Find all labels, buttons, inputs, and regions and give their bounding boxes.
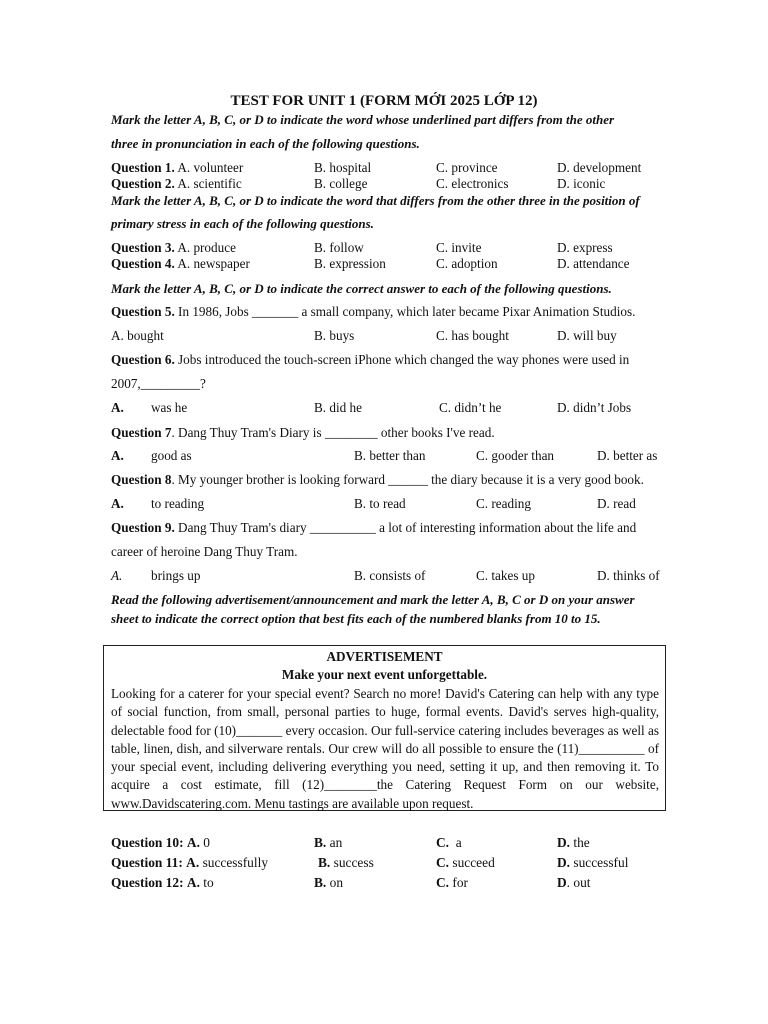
- option-c: succeed: [452, 855, 495, 870]
- option-d: D. didn’t Jobs: [557, 400, 632, 415]
- option-b: B. college: [314, 176, 368, 191]
- option-c: C. reading: [476, 496, 531, 511]
- option-c-letter: C.: [436, 855, 450, 870]
- instruction-reading-line2: sheet to indicate the correct option that best fits each of the numbered blanks from 10 to 15.: [111, 611, 601, 626]
- question-label: Question 3.: [111, 240, 175, 255]
- question-text: In 1986, Jobs _______ a small company, which later became Pixar Animation Studios.: [178, 304, 636, 319]
- option-c-letter: C.: [436, 835, 450, 850]
- option-a: good as: [151, 448, 192, 463]
- option-d: the: [573, 835, 590, 850]
- option-c: C. invite: [436, 240, 482, 255]
- instruction-pronunciation-line1: Mark the letter A, B, C, or D to indicate the word whose underlined part differs from the other: [111, 112, 615, 127]
- option-d: D. development: [557, 160, 642, 175]
- option-c: C. gooder than: [476, 448, 555, 463]
- page-title: TEST FOR UNIT 1 (FORM MỚI 2025 LỚP 12): [230, 93, 538, 109]
- option-a-letter: A.: [111, 496, 124, 511]
- question-text: . Dang Thuy Tram's Diary is ________ other books I've read.: [171, 425, 495, 440]
- question-label: Question 12:: [111, 875, 184, 890]
- option-b: success: [333, 855, 374, 870]
- option-a: to: [203, 875, 214, 890]
- question-label: Question 8: [111, 472, 172, 487]
- option-a: successfully: [202, 855, 269, 870]
- option-c: for: [452, 875, 469, 890]
- question-label: Question 2.: [111, 176, 175, 191]
- option-d: D. thinks of: [597, 568, 660, 583]
- instruction-pronunciation-line2: three in pronunciation in each of the following questions.: [111, 136, 420, 151]
- option-c-letter: C.: [436, 875, 450, 890]
- option-a: A. produce: [177, 240, 236, 255]
- option-b-letter: B.: [318, 855, 331, 870]
- option-a-letter: A.: [111, 568, 123, 583]
- question-label: Question 6.: [111, 352, 175, 367]
- option-a-letter: A.: [111, 448, 124, 463]
- question-label: Question 10:: [111, 835, 184, 850]
- question-text: Dang Thuy Tram's diary __________ a lot of interesting information about the life and: [178, 520, 637, 535]
- option-d: D. read: [597, 496, 636, 511]
- option-c: C. takes up: [476, 568, 535, 583]
- instruction-correct-answer: Mark the letter A, B, C, or D to indicate the correct answer to each of the following questions.: [111, 281, 612, 296]
- instruction-stress-line1: Mark the letter A, B, C, or D to indicate the word that differs from the other three in the position of: [111, 193, 640, 208]
- option-d: D. iconic: [557, 176, 606, 191]
- option-b: B. to read: [354, 496, 406, 511]
- option-a-letter: A.: [186, 875, 200, 890]
- question-label: Question 11:: [111, 855, 183, 870]
- option-a: to reading: [151, 496, 205, 511]
- option-b: B. consists of: [354, 568, 426, 583]
- option-c: C. province: [436, 160, 498, 175]
- option-a: A. bought: [111, 328, 164, 343]
- option-c: C. electronics: [436, 176, 509, 191]
- option-b: B. did he: [314, 400, 362, 415]
- option-a: A. volunteer: [177, 160, 244, 175]
- question-text-continued: career of heroine Dang Thuy Tram.: [111, 544, 298, 559]
- question-label: Question 1.: [111, 160, 175, 175]
- option-b: an: [329, 835, 343, 850]
- question-text: . My younger brother is looking forward ______ the diary because it is a very good book.: [171, 472, 644, 487]
- question-label: Question 5.: [111, 304, 175, 319]
- option-a: A. newspaper: [177, 256, 250, 271]
- option-b: B. better than: [354, 448, 426, 463]
- advertisement-body: Looking for a caterer for your special event? Search no more! David's Catering can help with any type of social function, from small, personal parties to huge, formal events. David's serves high-quality, delectable food for (10)_______ every occasion. Our full-service catering includes beverages as well as table, linen, dish, and silverware rentals. Our crew will do all possible to ensure the (11)__________ of your special event, including delivering everything you need, setting it up, and then removing it. To acquire a cost estimate, fill (12)________the Catering Request Form on our website, www.Davidscatering.com. Menu tastings are available upon request.: [111, 686, 659, 811]
- option-b: B. hospital: [314, 160, 372, 175]
- option-c: C. adoption: [436, 256, 498, 271]
- question-label: Question 9.: [111, 520, 175, 535]
- question-text-continued: 2007,_________?: [111, 376, 206, 391]
- option-d: D. better as: [597, 448, 658, 463]
- option-c: C. didn’t he: [439, 400, 502, 415]
- option-d: D. will buy: [557, 328, 617, 343]
- option-a: was he: [151, 400, 188, 415]
- option-b: B. expression: [314, 256, 386, 271]
- option-b: B. buys: [314, 328, 355, 343]
- option-d: successful: [573, 855, 629, 870]
- option-c: a: [455, 835, 462, 850]
- option-b: B. follow: [314, 240, 364, 255]
- option-d-letter: D.: [557, 835, 571, 850]
- question-text: Jobs introduced the touch-screen iPhone which changed the way phones were used in: [178, 352, 630, 367]
- option-b-letter: B.: [314, 875, 327, 890]
- option-d: D. attendance: [557, 256, 630, 271]
- option-a-letter: A.: [111, 400, 124, 415]
- option-a: A. scientific: [177, 176, 242, 191]
- option-b-letter: B.: [314, 835, 327, 850]
- advertisement-box: [103, 645, 666, 811]
- option-a-letter: A.: [186, 835, 200, 850]
- question-label: Question 7: [111, 425, 172, 440]
- advertisement-subheading: Make your next event unforgettable.: [281, 667, 488, 682]
- question-label: Question 4.: [111, 256, 175, 271]
- option-b: on: [329, 875, 344, 890]
- option-d-letter: D.: [557, 855, 571, 870]
- option-a: 0: [203, 835, 210, 850]
- option-d: D. express: [557, 240, 613, 255]
- instruction-stress-line2: primary stress in each of the following questions.: [111, 216, 374, 231]
- instruction-reading-line1: Read the following advertisement/announcement and mark the letter A, B, C or D on your answer: [111, 592, 635, 607]
- option-a: brings up: [151, 568, 201, 583]
- option-a-letter: A.: [186, 855, 200, 870]
- advertisement-heading: ADVERTISEMENT: [326, 649, 443, 664]
- option-c: C. has bought: [436, 328, 509, 343]
- option-d: . out: [566, 875, 591, 890]
- option-d-letter: D: [557, 875, 567, 890]
